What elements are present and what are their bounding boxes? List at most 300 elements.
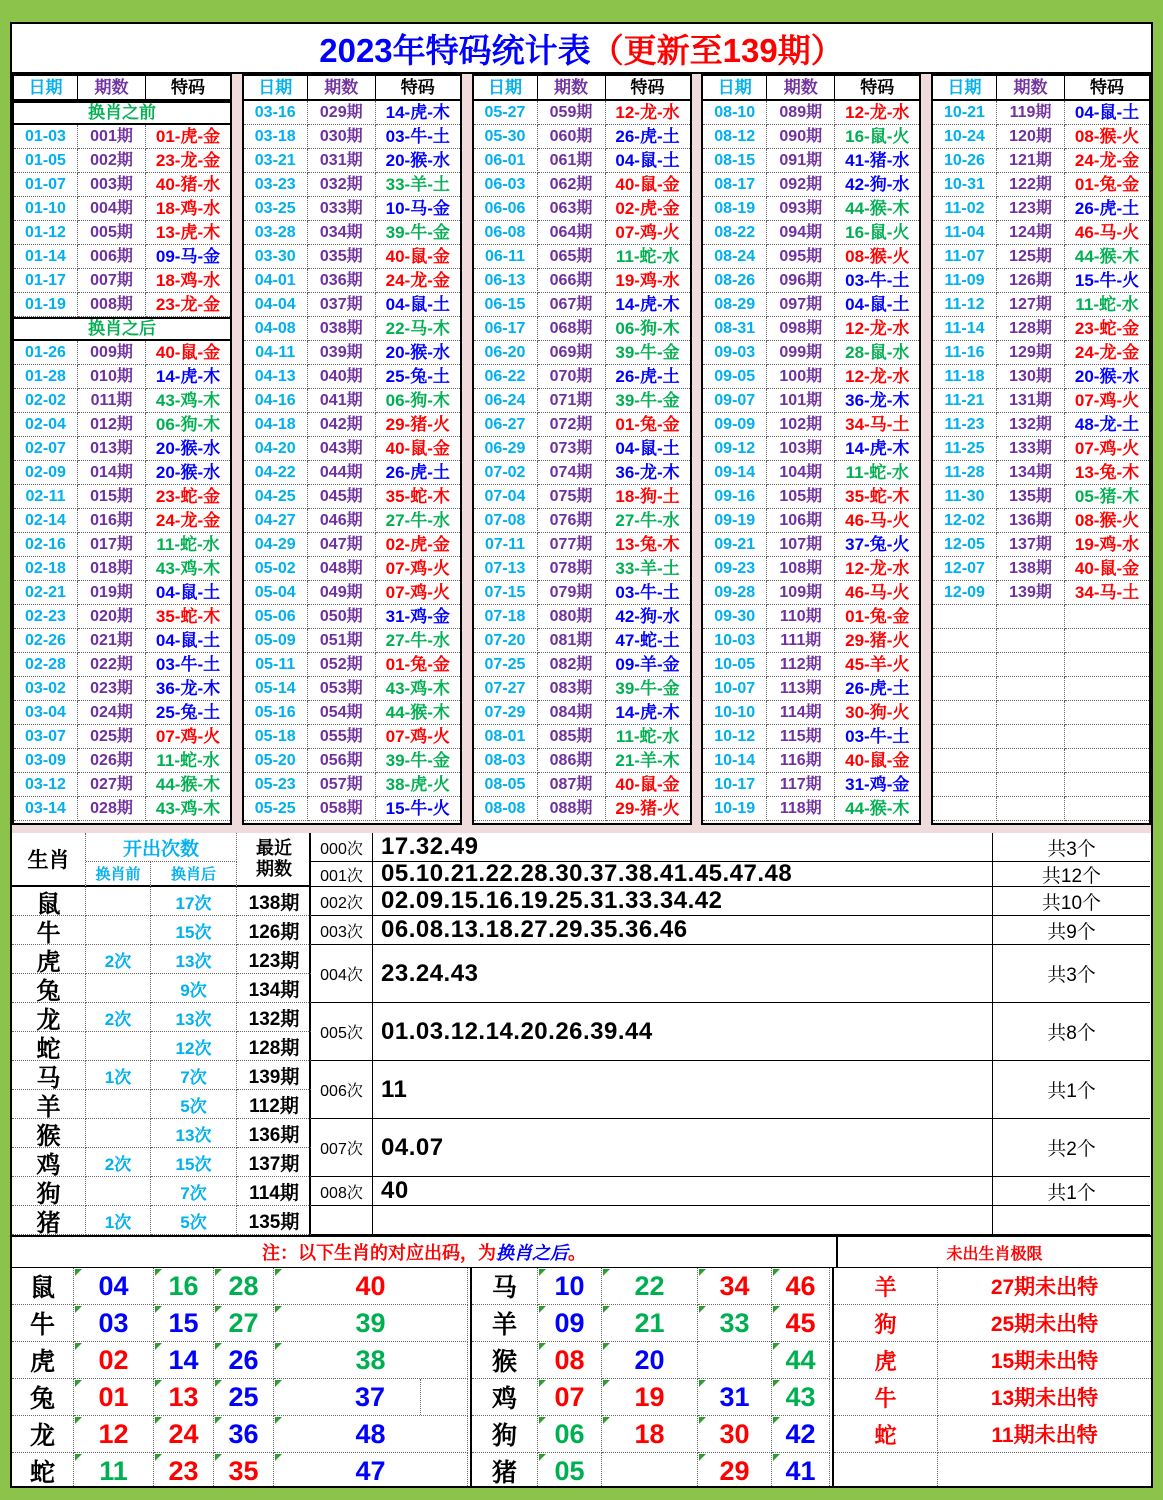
date-cell: 10-19: [703, 797, 767, 821]
table-row: [244, 629, 460, 653]
table-row: [933, 173, 1149, 197]
code-cell: 26-虎-土: [606, 125, 690, 149]
code-cell: 44-猴-木: [835, 797, 919, 821]
period-cell: 050期: [308, 605, 376, 629]
table-row: [474, 653, 690, 677]
after-change-header: 换肖后: [151, 862, 237, 887]
date-cell: 05-27: [474, 101, 538, 125]
limit-text-cell: 25期未出特: [938, 1305, 1151, 1342]
table-row: [14, 197, 230, 221]
code-cell: 42-狗-水: [835, 173, 919, 197]
period-cell: 065期: [538, 245, 606, 269]
period-cell: 003期: [78, 173, 146, 197]
frequency-numbers: 40: [373, 1177, 993, 1206]
column-header: 日期: [933, 76, 997, 101]
frequency-label: 003次: [311, 916, 373, 945]
table-row: [933, 461, 1149, 485]
empty-date-cell: [933, 629, 997, 653]
code-cell: 28-鼠-水: [835, 341, 919, 365]
section-label: 换肖之前: [14, 101, 230, 125]
recent-period-cell: 135期: [237, 1206, 311, 1235]
mapping-number-cell: 09: [538, 1305, 602, 1342]
mapping-zodiac-cell: 狗: [472, 1416, 538, 1453]
date-cell: 06-03: [474, 173, 538, 197]
period-group: [242, 74, 462, 825]
note-red-part: 注：以下生肖的对应出码，为: [262, 1243, 496, 1263]
frequency-label: 004次: [311, 945, 373, 1003]
code-cell: 19-鸡-水: [1065, 533, 1149, 557]
mapping-number-cell: 45: [772, 1305, 830, 1342]
recent-header: [237, 833, 311, 887]
code-cell: 36-龙-木: [606, 461, 690, 485]
mapping-number-cell: 46: [772, 1268, 830, 1305]
column-header: 日期: [14, 76, 78, 101]
code-cell: 12-龙-水: [835, 101, 919, 125]
recent-period-cell: 123期: [237, 945, 311, 974]
empty-date-cell: [933, 773, 997, 797]
mapping-number-cell: 06: [538, 1416, 602, 1453]
before-count-cell: 2次: [86, 945, 151, 974]
code-cell: 24-龙-金: [1065, 341, 1149, 365]
mapping-empty-cell: [602, 1453, 698, 1488]
table-row: [244, 701, 460, 725]
period-cell: 068期: [538, 317, 606, 341]
group-header: [703, 76, 919, 101]
mapping-number-cell: 35: [214, 1453, 274, 1488]
table-row: [244, 437, 460, 461]
after-count-cell: 13次: [151, 1003, 237, 1032]
code-cell: 04-鼠-土: [1065, 101, 1149, 125]
table-row: [244, 533, 460, 557]
date-cell: 02-04: [14, 413, 78, 437]
code-cell: 15-牛-火: [376, 797, 460, 821]
code-cell: 26-虎-土: [1065, 197, 1149, 221]
mapping-number-cell: 01: [74, 1379, 154, 1416]
period-cell: 004期: [78, 197, 146, 221]
code-cell: 45-羊-火: [835, 653, 919, 677]
date-cell: 11-30: [933, 485, 997, 509]
date-cell: 05-18: [244, 725, 308, 749]
code-cell: 14-虎-木: [606, 293, 690, 317]
table-row: [14, 701, 230, 725]
recent-period-cell: 112期: [237, 1090, 311, 1119]
mapping-number-cell: 05: [538, 1453, 602, 1488]
code-cell: 18-狗-土: [606, 485, 690, 509]
note-period: 。: [568, 1243, 586, 1263]
table-row: [474, 605, 690, 629]
code-cell: 12-龙-水: [835, 365, 919, 389]
code-cell: 29-猪-火: [376, 413, 460, 437]
column-header: 期数: [997, 76, 1065, 101]
code-cell: 23-蛇-金: [146, 485, 230, 509]
zodiac-stats-area: [12, 833, 1151, 1237]
code-cell: 07-鸡-火: [1065, 389, 1149, 413]
frequency-label: 000次: [311, 833, 373, 862]
table-row: [703, 653, 919, 677]
period-cell: 047期: [308, 533, 376, 557]
date-cell: 02-23: [14, 605, 78, 629]
code-cell: 12-龙-水: [606, 101, 690, 125]
date-cell: 07-25: [474, 653, 538, 677]
period-cell: 061期: [538, 149, 606, 173]
date-cell: 09-28: [703, 581, 767, 605]
period-cell: 041期: [308, 389, 376, 413]
table-row: [933, 605, 1149, 629]
code-cell: 44-猴-木: [835, 197, 919, 221]
date-cell: 09-21: [703, 533, 767, 557]
mapping-number-cell: 24: [154, 1416, 214, 1453]
code-cell: 41-猪-水: [835, 149, 919, 173]
empty-period-cell: [997, 749, 1065, 773]
date-cell: 06-15: [474, 293, 538, 317]
limit-text-cell: 15期未出特: [938, 1342, 1151, 1379]
frequency-count: 共3个: [993, 945, 1150, 1003]
code-cell: 12-龙-水: [835, 317, 919, 341]
date-cell: 08-19: [703, 197, 767, 221]
code-cell: 11-蛇-水: [1065, 293, 1149, 317]
code-cell: 27-牛-水: [376, 629, 460, 653]
period-cell: 090期: [767, 125, 835, 149]
recent-header-line1: 最近: [256, 838, 292, 858]
limit-zodiac-cell: 狗: [834, 1305, 938, 1342]
date-cell: 09-23: [703, 557, 767, 581]
frequency-count: 共3个: [993, 833, 1150, 862]
date-cell: 01-28: [14, 365, 78, 389]
after-count-cell: 5次: [151, 1090, 237, 1119]
table-row: [14, 797, 230, 821]
code-cell: 08-猴-火: [835, 245, 919, 269]
period-cell: 040期: [308, 365, 376, 389]
date-cell: 07-13: [474, 557, 538, 581]
column-header: 日期: [474, 76, 538, 101]
period-cell: 085期: [538, 725, 606, 749]
zodiac-cell: 鼠: [12, 887, 86, 916]
period-cell: 035期: [308, 245, 376, 269]
date-cell: 04-08: [244, 317, 308, 341]
date-cell: 11-07: [933, 245, 997, 269]
table-row: [703, 581, 919, 605]
period-cell: 042期: [308, 413, 376, 437]
period-cell: 134期: [997, 461, 1065, 485]
date-cell: 03-18: [244, 125, 308, 149]
table-row: [474, 149, 690, 173]
empty-date-cell: [933, 701, 997, 725]
mapping-number-cell: 34: [698, 1268, 772, 1305]
period-cell: 079期: [538, 581, 606, 605]
code-cell: 37-兔-火: [835, 533, 919, 557]
code-cell: 14-虎-木: [606, 701, 690, 725]
after-count-cell: 17次: [151, 887, 237, 916]
date-cell: 02-21: [14, 581, 78, 605]
code-cell: 09-羊-金: [606, 653, 690, 677]
code-cell: 19-鸡-水: [606, 269, 690, 293]
code-cell: 25-兔-土: [146, 701, 230, 725]
period-cell: 033期: [308, 197, 376, 221]
code-cell: 40-鼠-金: [146, 341, 230, 365]
mapping-number-cell: 44: [772, 1342, 830, 1379]
date-cell: 03-25: [244, 197, 308, 221]
code-cell: 23-蛇-金: [1065, 317, 1149, 341]
empty-period-cell: [997, 773, 1065, 797]
table-row: [933, 293, 1149, 317]
code-cell: 44-猴-木: [146, 773, 230, 797]
main-results-table: [12, 74, 1151, 825]
code-cell: 08-猴-火: [1065, 509, 1149, 533]
empty-code-cell: [1065, 773, 1149, 797]
count-header: 开出次数: [86, 833, 237, 862]
table-row: [244, 509, 460, 533]
table-row: [933, 317, 1149, 341]
table-row: [14, 533, 230, 557]
code-cell: 30-狗-火: [835, 701, 919, 725]
code-cell: 46-马-火: [835, 581, 919, 605]
table-row: [14, 677, 230, 701]
date-cell: 03-28: [244, 221, 308, 245]
before-count-cell: [86, 1032, 151, 1061]
code-cell: 36-龙-木: [835, 389, 919, 413]
date-cell: 05-06: [244, 605, 308, 629]
code-cell: 16-鼠-火: [835, 221, 919, 245]
mapping-number-cell: 42: [772, 1416, 830, 1453]
date-cell: 04-20: [244, 437, 308, 461]
after-count-cell: 15次: [151, 1148, 237, 1177]
code-cell: 44-猴-木: [1065, 245, 1149, 269]
date-cell: 08-22: [703, 221, 767, 245]
table-row: [474, 725, 690, 749]
code-cell: 11-蛇-水: [146, 749, 230, 773]
table-row: [474, 797, 690, 821]
date-cell: 08-12: [703, 125, 767, 149]
period-cell: 067期: [538, 293, 606, 317]
code-cell: 26-虎-土: [835, 677, 919, 701]
zodiac-cell: 猴: [12, 1119, 86, 1148]
table-row: [933, 101, 1149, 125]
code-cell: 39-牛-金: [376, 749, 460, 773]
mapping-number-cell: 36: [214, 1416, 274, 1453]
date-cell: 03-14: [14, 797, 78, 821]
table-row: [703, 485, 919, 509]
mapping-number-cell: 12: [74, 1416, 154, 1453]
mapping-zodiac-cell: 龙: [12, 1416, 74, 1453]
code-cell: 44-猴-木: [376, 701, 460, 725]
code-cell: 34-马-土: [835, 413, 919, 437]
date-cell: 08-26: [703, 269, 767, 293]
period-cell: 031期: [308, 149, 376, 173]
note-row: [12, 1237, 1151, 1268]
column-header: 日期: [703, 76, 767, 101]
mapping-number-cell: 21: [602, 1305, 698, 1342]
table-row: [474, 125, 690, 149]
table-row: [474, 485, 690, 509]
code-cell: 35-蛇-木: [835, 485, 919, 509]
date-cell: 07-27: [474, 677, 538, 701]
date-cell: 08-10: [703, 101, 767, 125]
mapping-number-cell: 48: [274, 1416, 468, 1453]
code-cell: 23-龙-金: [146, 293, 230, 317]
date-cell: 06-27: [474, 413, 538, 437]
period-cell: 129期: [997, 341, 1065, 365]
table-row: [244, 269, 460, 293]
date-cell: 10-12: [703, 725, 767, 749]
mapping-number-half: 37: [320, 1379, 420, 1415]
code-cell: 20-猴-水: [146, 437, 230, 461]
mapping-number-cell: 07: [538, 1379, 602, 1416]
table-row: [933, 125, 1149, 149]
period-cell: 074期: [538, 461, 606, 485]
date-cell: 11-09: [933, 269, 997, 293]
table-row: [933, 341, 1149, 365]
limit-text-cell: 11期未出特: [938, 1416, 1151, 1453]
code-cell: 43-鸡-木: [146, 557, 230, 581]
date-cell: 11-18: [933, 365, 997, 389]
table-row: [933, 533, 1149, 557]
column-header: 特码: [146, 76, 230, 101]
code-cell: 04-鼠-土: [835, 293, 919, 317]
date-cell: 09-03: [703, 341, 767, 365]
date-cell: 06-01: [474, 149, 538, 173]
date-cell: 08-08: [474, 797, 538, 821]
zodiac-header: 生肖: [12, 833, 86, 887]
mapping-number-cell: 33: [698, 1305, 772, 1342]
table-row: [244, 389, 460, 413]
period-cell: 123期: [997, 197, 1065, 221]
table-row: [14, 725, 230, 749]
mapping-zodiac-cell: 牛: [12, 1305, 74, 1342]
period-cell: 103期: [767, 437, 835, 461]
period-cell: 109期: [767, 581, 835, 605]
table-row: [14, 173, 230, 197]
zodiac-cell: 虎: [12, 945, 86, 974]
date-cell: 10-03: [703, 629, 767, 653]
table-row: [933, 773, 1149, 797]
before-count-cell: [86, 916, 151, 945]
mapping-number-cell: 18: [602, 1416, 698, 1453]
date-cell: 05-09: [244, 629, 308, 653]
period-cell: 058期: [308, 797, 376, 821]
period-cell: 104期: [767, 461, 835, 485]
group-header: [14, 76, 230, 101]
recent-header-line2: 期数: [256, 859, 292, 879]
column-header: 特码: [376, 76, 460, 101]
empty-code-cell: [1065, 797, 1149, 821]
table-row: [933, 653, 1149, 677]
period-cell: 009期: [78, 341, 146, 365]
code-cell: 40-鼠-金: [606, 773, 690, 797]
period-cell: 052期: [308, 653, 376, 677]
frequency-numbers: 23.24.43: [373, 945, 993, 1003]
zodiac-cell: 狗: [12, 1177, 86, 1206]
date-cell: 03-30: [244, 245, 308, 269]
period-cell: 115期: [767, 725, 835, 749]
mapping-zodiac-cell: 羊: [472, 1305, 538, 1342]
code-cell: 07-鸡-火: [1065, 437, 1149, 461]
mapping-number-cell: 30: [698, 1416, 772, 1453]
period-cell: 049期: [308, 581, 376, 605]
date-cell: 07-08: [474, 509, 538, 533]
table-row: [703, 509, 919, 533]
period-cell: 059期: [538, 101, 606, 125]
code-cell: 24-龙-金: [1065, 149, 1149, 173]
period-cell: 118期: [767, 797, 835, 821]
frequency-count: 共9个: [993, 916, 1150, 945]
table-row: [703, 317, 919, 341]
date-cell: 01-07: [14, 173, 78, 197]
frequency-count: 共1个: [993, 1177, 1150, 1206]
code-cell: 16-鼠-火: [835, 125, 919, 149]
period-cell: 062期: [538, 173, 606, 197]
period-cell: 046期: [308, 509, 376, 533]
table-row: [14, 461, 230, 485]
period-cell: 051期: [308, 629, 376, 653]
date-cell: 11-23: [933, 413, 997, 437]
column-header: 期数: [767, 76, 835, 101]
table-row: [474, 437, 690, 461]
period-cell: 096期: [767, 269, 835, 293]
date-cell: 03-21: [244, 149, 308, 173]
period-group: [472, 74, 692, 825]
date-cell: 08-31: [703, 317, 767, 341]
mapping-number-cell: 08: [538, 1342, 602, 1379]
table-row: [14, 221, 230, 245]
date-cell: 04-18: [244, 413, 308, 437]
table-row: [703, 413, 919, 437]
mapping-number-cell: 31: [698, 1379, 772, 1416]
code-cell: 01-兔-金: [1065, 173, 1149, 197]
empty-date-cell: [933, 725, 997, 749]
table-row: [703, 269, 919, 293]
period-cell: 032期: [308, 173, 376, 197]
after-count-cell: 9次: [151, 974, 237, 1003]
recent-period-cell: 114期: [237, 1177, 311, 1206]
period-cell: 012期: [78, 413, 146, 437]
period-cell: 064期: [538, 221, 606, 245]
date-cell: 07-11: [474, 533, 538, 557]
zodiac-cell: 蛇: [12, 1032, 86, 1061]
date-cell: 11-12: [933, 293, 997, 317]
table-row: [14, 605, 230, 629]
empty-code-cell: [1065, 653, 1149, 677]
date-cell: 12-05: [933, 533, 997, 557]
table-row: [244, 125, 460, 149]
table-row: [244, 653, 460, 677]
date-cell: 09-19: [703, 509, 767, 533]
empty-code-cell: [1065, 701, 1149, 725]
code-cell: 06-狗-木: [146, 413, 230, 437]
code-cell: 03-牛-土: [835, 725, 919, 749]
period-cell: 034期: [308, 221, 376, 245]
table-row: [474, 101, 690, 125]
code-cell: 29-猪-火: [606, 797, 690, 821]
frequency-label: 007次: [311, 1119, 373, 1177]
code-cell: 39-牛-金: [606, 677, 690, 701]
table-row: [244, 677, 460, 701]
empty-period-cell: [997, 629, 1065, 653]
table-row: [14, 317, 230, 341]
recent-period-cell: 134期: [237, 974, 311, 1003]
date-cell: 11-16: [933, 341, 997, 365]
period-group: [701, 74, 921, 825]
table-row: [14, 101, 230, 125]
code-cell: 35-蛇-木: [376, 485, 460, 509]
date-cell: 03-02: [14, 677, 78, 701]
table-row: [703, 365, 919, 389]
date-cell: 07-20: [474, 629, 538, 653]
period-cell: 111期: [767, 629, 835, 653]
mapping-number-cell: 40: [274, 1268, 468, 1305]
period-cell: 112期: [767, 653, 835, 677]
group-header: [933, 76, 1149, 101]
page-title: [12, 24, 1151, 74]
